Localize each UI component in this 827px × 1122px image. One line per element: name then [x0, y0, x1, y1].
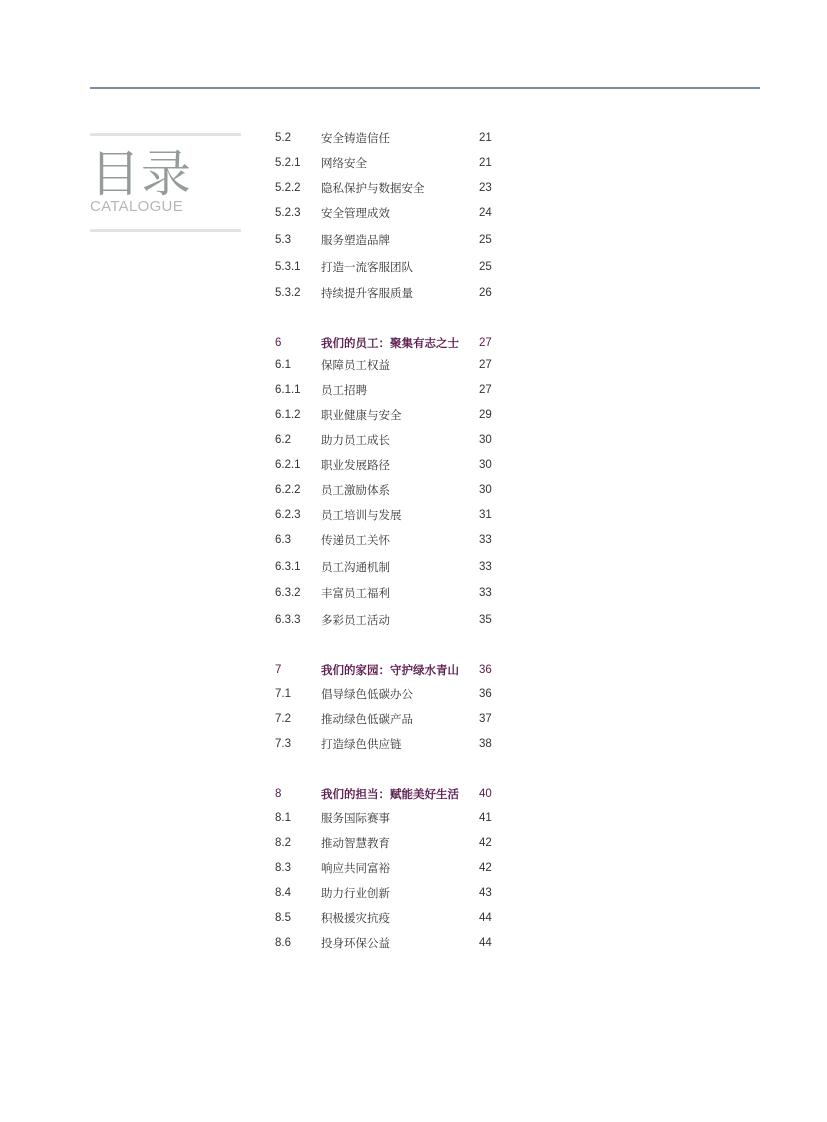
toc-label: 投身环保公益	[321, 936, 390, 950]
toc-page-number: 44	[479, 937, 492, 949]
toc-label: 服务塑造品牌	[321, 233, 390, 247]
title-divider-top	[90, 133, 241, 136]
toc-label: 助力员工成长	[321, 433, 390, 447]
title-divider-bottom	[90, 229, 241, 232]
toc-row[interactable]	[275, 506, 515, 524]
toc-page-number: 42	[479, 862, 492, 874]
toc-number: 7.1	[275, 688, 291, 700]
toc-number: 8.1	[275, 812, 291, 824]
toc-page-number: 42	[479, 837, 492, 849]
toc-label: 职业健康与安全	[321, 408, 402, 422]
toc-label: 推动智慧教育	[321, 836, 390, 850]
toc-row[interactable]	[275, 809, 515, 827]
toc-page-number: 30	[479, 434, 492, 446]
toc-row[interactable]	[275, 258, 515, 276]
toc-number: 6.3	[275, 534, 291, 546]
toc-page-number: 26	[479, 287, 492, 299]
toc-label: 服务国际赛事	[321, 811, 390, 825]
toc-number: 8.4	[275, 887, 291, 899]
page-subtitle: CATALOGUE	[90, 198, 183, 215]
toc-page-number: 25	[479, 234, 492, 246]
toc-number: 7.3	[275, 738, 291, 750]
toc-number: 5.3.1	[275, 261, 301, 273]
toc-page-number: 43	[479, 887, 492, 899]
toc-number: 6.3.3	[275, 614, 301, 626]
toc-number: 6.3.2	[275, 587, 301, 599]
toc-number: 8.3	[275, 862, 291, 874]
toc-row[interactable]	[275, 834, 515, 852]
toc-label: 打造一流客服团队	[321, 260, 413, 274]
catalogue-title-block	[90, 133, 241, 232]
toc-label: 推动绿色低碳产品	[321, 712, 413, 726]
toc-page-number: 21	[479, 157, 492, 169]
toc-number: 6	[275, 337, 282, 349]
toc-chapter-row[interactable]	[275, 785, 515, 803]
toc-row[interactable]	[275, 558, 515, 576]
toc-page-number: 27	[479, 384, 492, 396]
toc-number: 6.3.1	[275, 561, 301, 573]
toc-page-number: 37	[479, 713, 492, 725]
toc-number: 6.1.2	[275, 409, 301, 421]
toc-chapter-row[interactable]	[275, 334, 515, 352]
toc-number: 5.3	[275, 234, 291, 246]
toc-label: 我们的员工：聚集有志之士	[321, 336, 459, 350]
toc-number: 8.6	[275, 937, 291, 949]
toc-label: 多彩员工活动	[321, 613, 390, 627]
toc-page-number: 36	[479, 664, 492, 676]
toc-label: 打造绿色供应链	[321, 737, 402, 751]
toc-label: 响应共同富裕	[321, 861, 390, 875]
toc-chapter-row[interactable]	[275, 661, 515, 679]
toc-label: 员工培训与发展	[321, 508, 402, 522]
toc-number: 5.2	[275, 132, 291, 144]
toc-label: 持续提升客服质量	[321, 286, 413, 300]
toc-page-number: 25	[479, 261, 492, 273]
toc-row[interactable]	[275, 356, 515, 374]
toc-label: 安全铸造信任	[321, 131, 390, 145]
toc-page-number: 21	[479, 132, 492, 144]
toc-page-number: 30	[479, 459, 492, 471]
toc-label: 网络安全	[321, 156, 367, 170]
toc-row[interactable]	[275, 584, 515, 602]
toc-page-number: 27	[479, 359, 492, 371]
toc-page-number: 33	[479, 561, 492, 573]
toc-number: 7	[275, 664, 282, 676]
toc-number: 5.2.2	[275, 182, 301, 194]
toc-page-number: 44	[479, 912, 492, 924]
toc-row[interactable]	[275, 204, 515, 222]
toc-label: 助力行业创新	[321, 886, 390, 900]
toc-page-number: 38	[479, 738, 492, 750]
toc-number: 6.2	[275, 434, 291, 446]
toc-page-number: 27	[479, 337, 492, 349]
toc-page-number: 36	[479, 688, 492, 700]
toc-number: 8.2	[275, 837, 291, 849]
toc-label: 积极援灾抗疫	[321, 911, 390, 925]
toc-page-number: 33	[479, 587, 492, 599]
toc-row[interactable]	[275, 934, 515, 952]
toc-page-number: 33	[479, 534, 492, 546]
toc-row[interactable]	[275, 710, 515, 728]
toc-row[interactable]	[275, 406, 515, 424]
toc-label: 我们的家园：守护绿水青山	[321, 663, 459, 677]
toc-row[interactable]	[275, 735, 515, 753]
toc-row[interactable]	[275, 481, 515, 499]
toc-row[interactable]	[275, 456, 515, 474]
toc-label: 员工沟通机制	[321, 560, 390, 574]
toc-row[interactable]	[275, 531, 515, 549]
toc-number: 5.3.2	[275, 287, 301, 299]
header-rule	[90, 87, 760, 89]
toc-number: 7.2	[275, 713, 291, 725]
toc-page-number: 24	[479, 207, 492, 219]
toc-row[interactable]	[275, 129, 515, 147]
toc-row[interactable]	[275, 685, 515, 703]
toc-label: 员工激励体系	[321, 483, 390, 497]
toc-label: 隐私保护与数据安全	[321, 181, 425, 195]
toc-number: 6.1	[275, 359, 291, 371]
toc-label: 安全管理成效	[321, 206, 390, 220]
toc-number: 8.5	[275, 912, 291, 924]
toc-number: 6.2.3	[275, 509, 301, 521]
toc-number: 5.2.1	[275, 157, 301, 169]
toc-page-number: 35	[479, 614, 492, 626]
toc-page-number: 30	[479, 484, 492, 496]
toc-label: 丰富员工福利	[321, 586, 390, 600]
toc-row[interactable]	[275, 611, 515, 629]
toc-page-number: 31	[479, 509, 492, 521]
toc-label: 倡导绿色低碳办公	[321, 687, 413, 701]
page-title: 目录	[90, 145, 192, 203]
toc-label: 保障员工权益	[321, 358, 390, 372]
toc-page-number: 29	[479, 409, 492, 421]
toc-row[interactable]	[275, 381, 515, 399]
toc-row[interactable]	[275, 179, 515, 197]
toc-row[interactable]	[275, 431, 515, 449]
toc-page-number: 41	[479, 812, 492, 824]
toc-label: 传递员工关怀	[321, 533, 390, 547]
toc-number: 6.2.2	[275, 484, 301, 496]
toc-row[interactable]	[275, 154, 515, 172]
toc-label: 职业发展路径	[321, 458, 390, 472]
toc-page-number: 23	[479, 182, 492, 194]
toc-label: 我们的担当：赋能美好生活	[321, 787, 459, 801]
toc-row[interactable]	[275, 884, 515, 902]
toc-number: 8	[275, 788, 282, 800]
toc-number: 6.2.1	[275, 459, 301, 471]
toc-number: 6.1.1	[275, 384, 301, 396]
toc-row[interactable]	[275, 284, 515, 302]
toc-row[interactable]	[275, 859, 515, 877]
toc-label: 员工招聘	[321, 383, 367, 397]
toc-row[interactable]	[275, 231, 515, 249]
toc-page-number: 40	[479, 788, 492, 800]
toc-row[interactable]	[275, 909, 515, 927]
toc-number: 5.2.3	[275, 207, 301, 219]
